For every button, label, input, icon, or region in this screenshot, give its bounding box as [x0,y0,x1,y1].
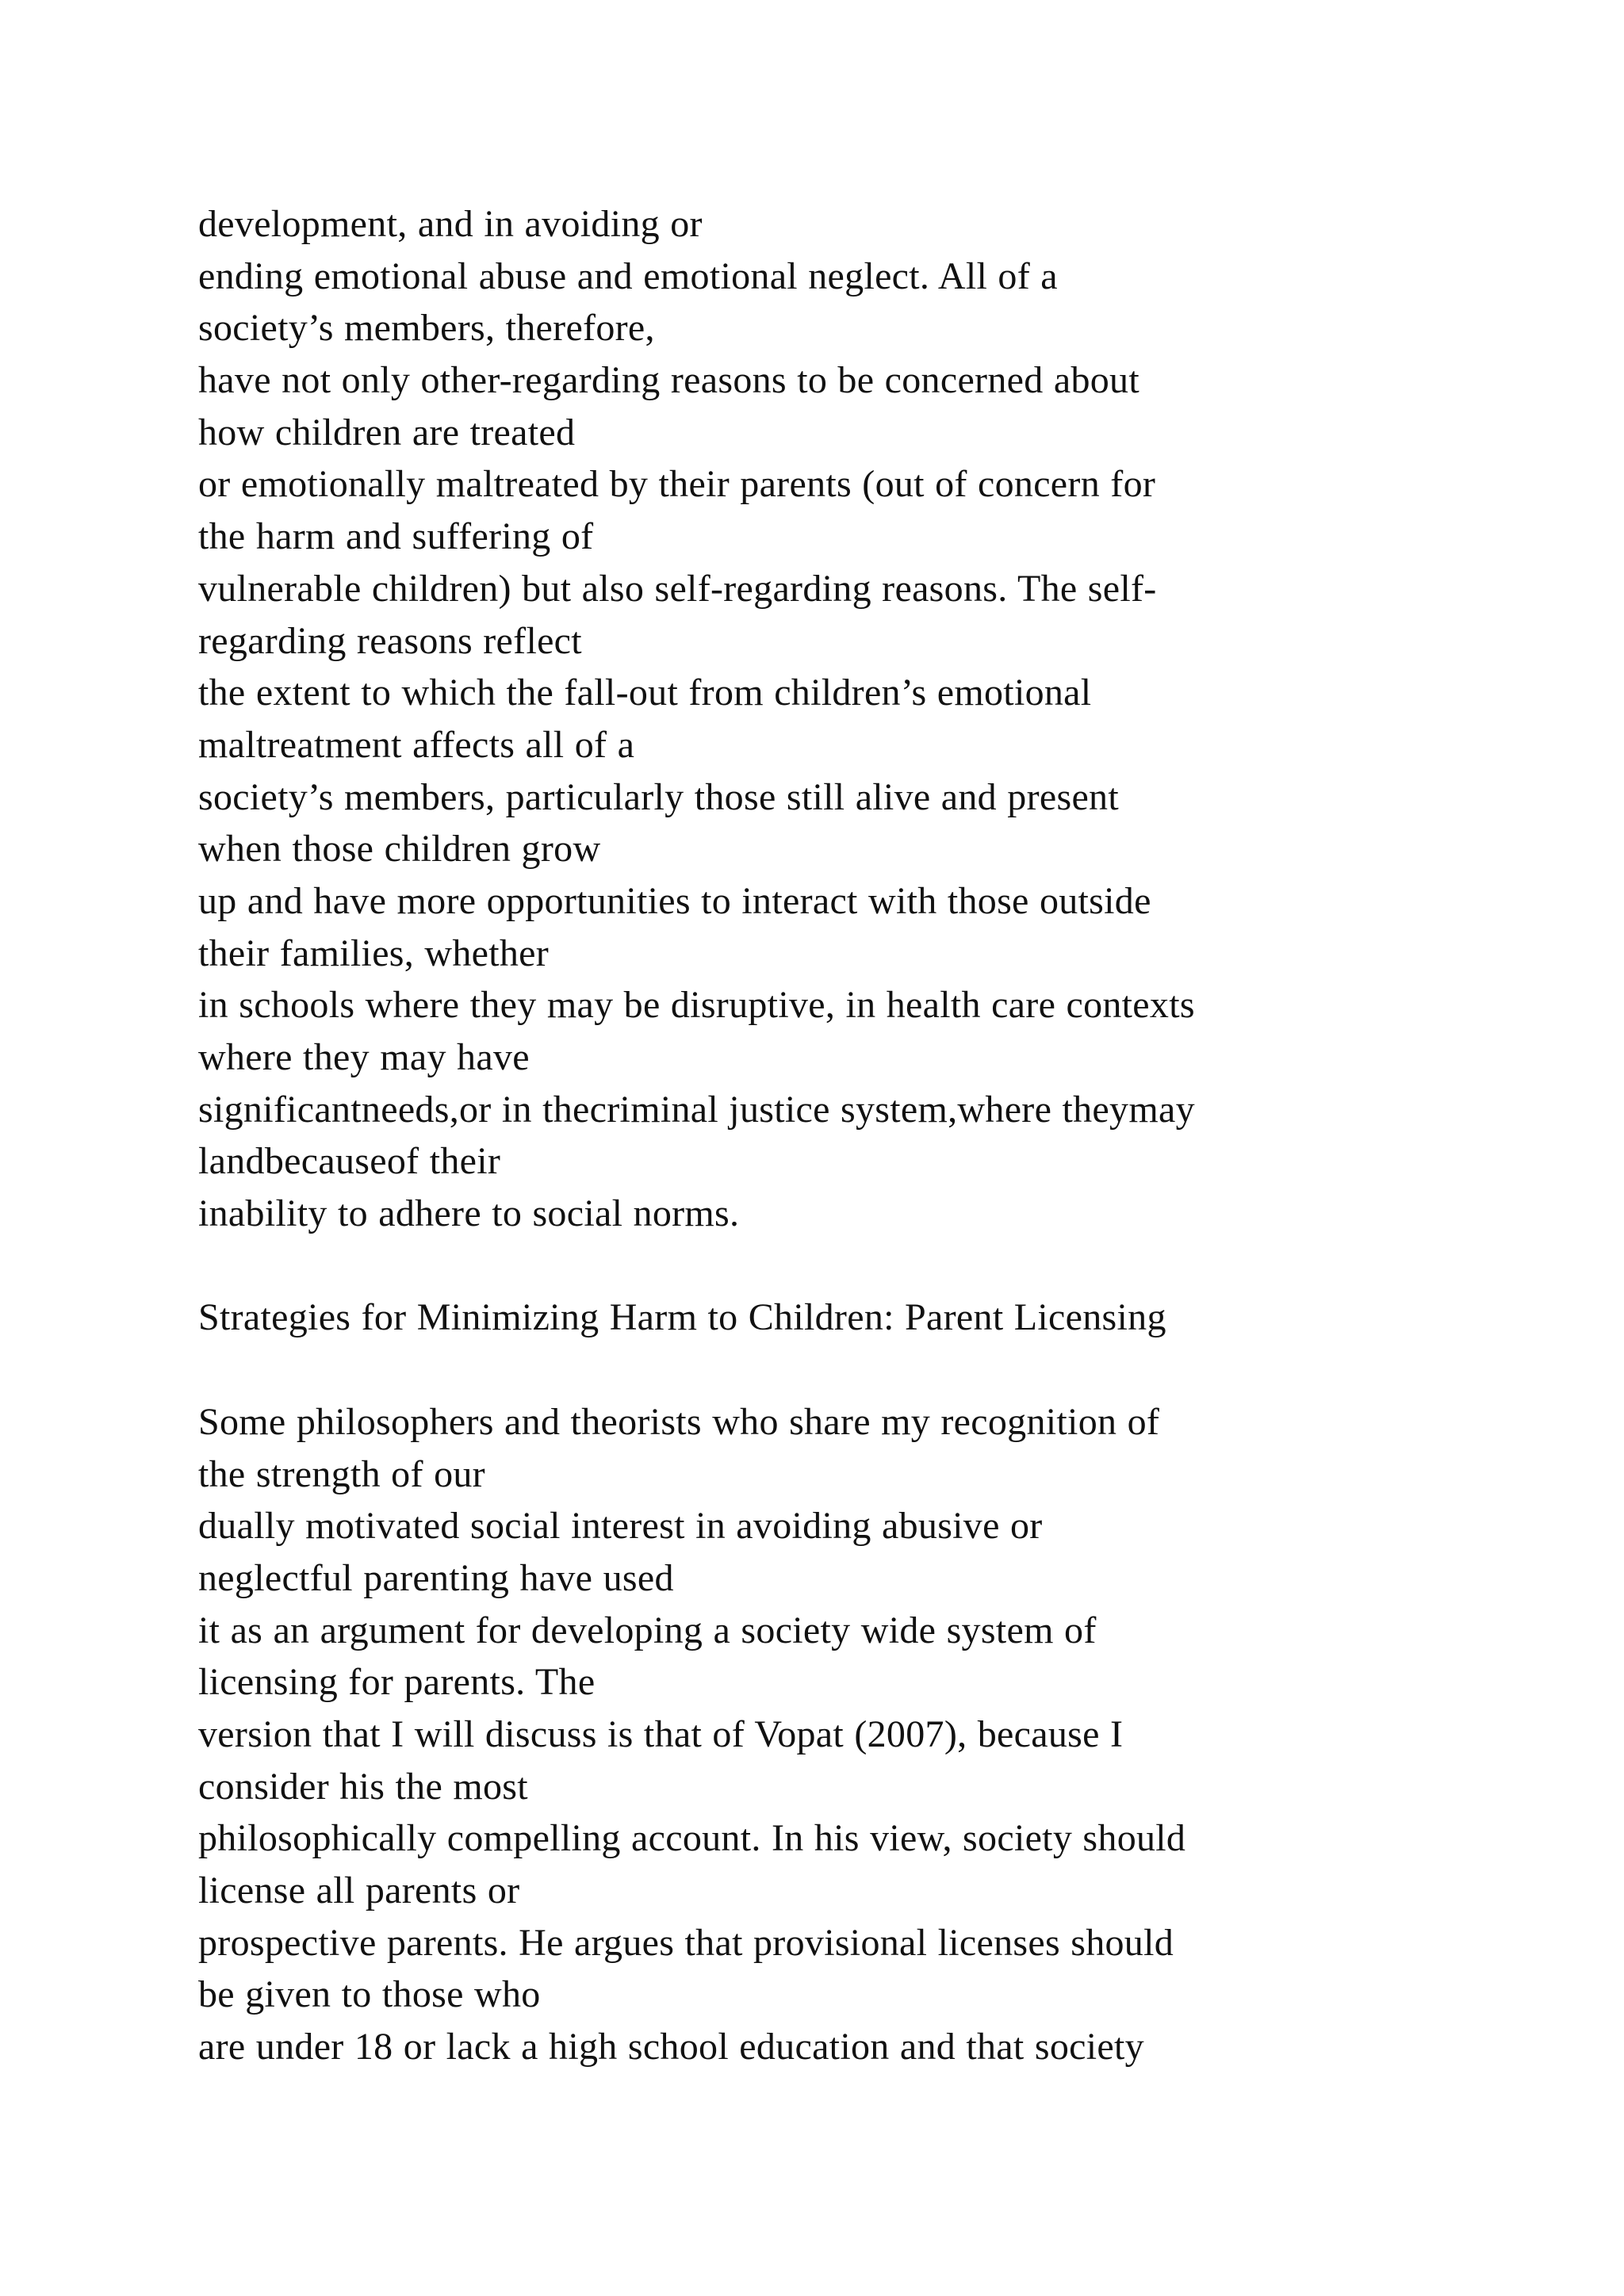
paragraph-spacer [198,1240,1546,1292]
section-heading: Strategies for Minimizing Harm to Children: Parent Licensing [198,1296,1166,1339]
text-line: ending emotional abuse and emotional neglect. All of a [198,254,1058,297]
text-line: philosophically compelling account. In his view, society should [198,1817,1186,1860]
text-line: the strength of our [198,1452,485,1495]
text-line: inability to adhere to social norms. [198,1192,740,1235]
document-body [198,198,1546,2073]
text-line: or emotionally maltreated by their parents (out of concern for [198,463,1156,506]
text-line: Some philosophers and theorists who share my recognition of [198,1400,1160,1443]
paragraph-1 [198,198,1546,1240]
text-line: development, and in avoiding or [198,203,703,245]
text-line: neglectful parenting have used [198,1556,674,1599]
text-line: vulnerable children) but also self-regarding reasons. The self- [198,567,1157,610]
text-line: consider his the most [198,1765,528,1808]
text-line: the harm and suffering of [198,515,594,558]
text-line: be given to those who [198,1973,541,2016]
text-line: their families, whether [198,932,550,974]
text-line: dually motivated social interest in avoiding abusive or [198,1505,1043,1548]
text-line: how children are treated [198,411,576,453]
text-line: maltreatment affects all of a [198,723,635,766]
text-line: up and have more opportunities to interact with those outside [198,879,1151,922]
paragraph-spacer [198,1344,1546,1396]
text-line: have not only other-regarding reasons to be concerned about [198,359,1139,402]
text-line: version that I will discuss is that of Vopat (2007), because I [198,1712,1124,1755]
text-line: society’s members, therefore, [198,307,655,350]
text-line: when those children grow [198,828,601,871]
text-line: significantneeds,or in thecriminal justice system,where theymay [198,1088,1195,1131]
paragraph-2 [198,1396,1546,2073]
text-line: landbecauseof their [198,1140,501,1183]
text-line: the extent to which the fall-out from children’s emotional [198,672,1092,714]
text-line: it as an argument for developing a society wide system of [198,1609,1097,1651]
text-line: regarding reasons reflect [198,619,582,662]
text-line: in schools where they may be disruptive, in health care contexts [198,984,1195,1027]
text-line: society’s members, particularly those still alive and present [198,775,1119,818]
text-line: prospective parents. He argues that provisional licenses should [198,1921,1174,1964]
text-line: are under 18 or lack a high school education and that society [198,2026,1144,2068]
text-line: where they may have [198,1036,530,1078]
text-line: licensing for parents. The [198,1661,596,1704]
text-line: license all parents or [198,1869,520,1911]
